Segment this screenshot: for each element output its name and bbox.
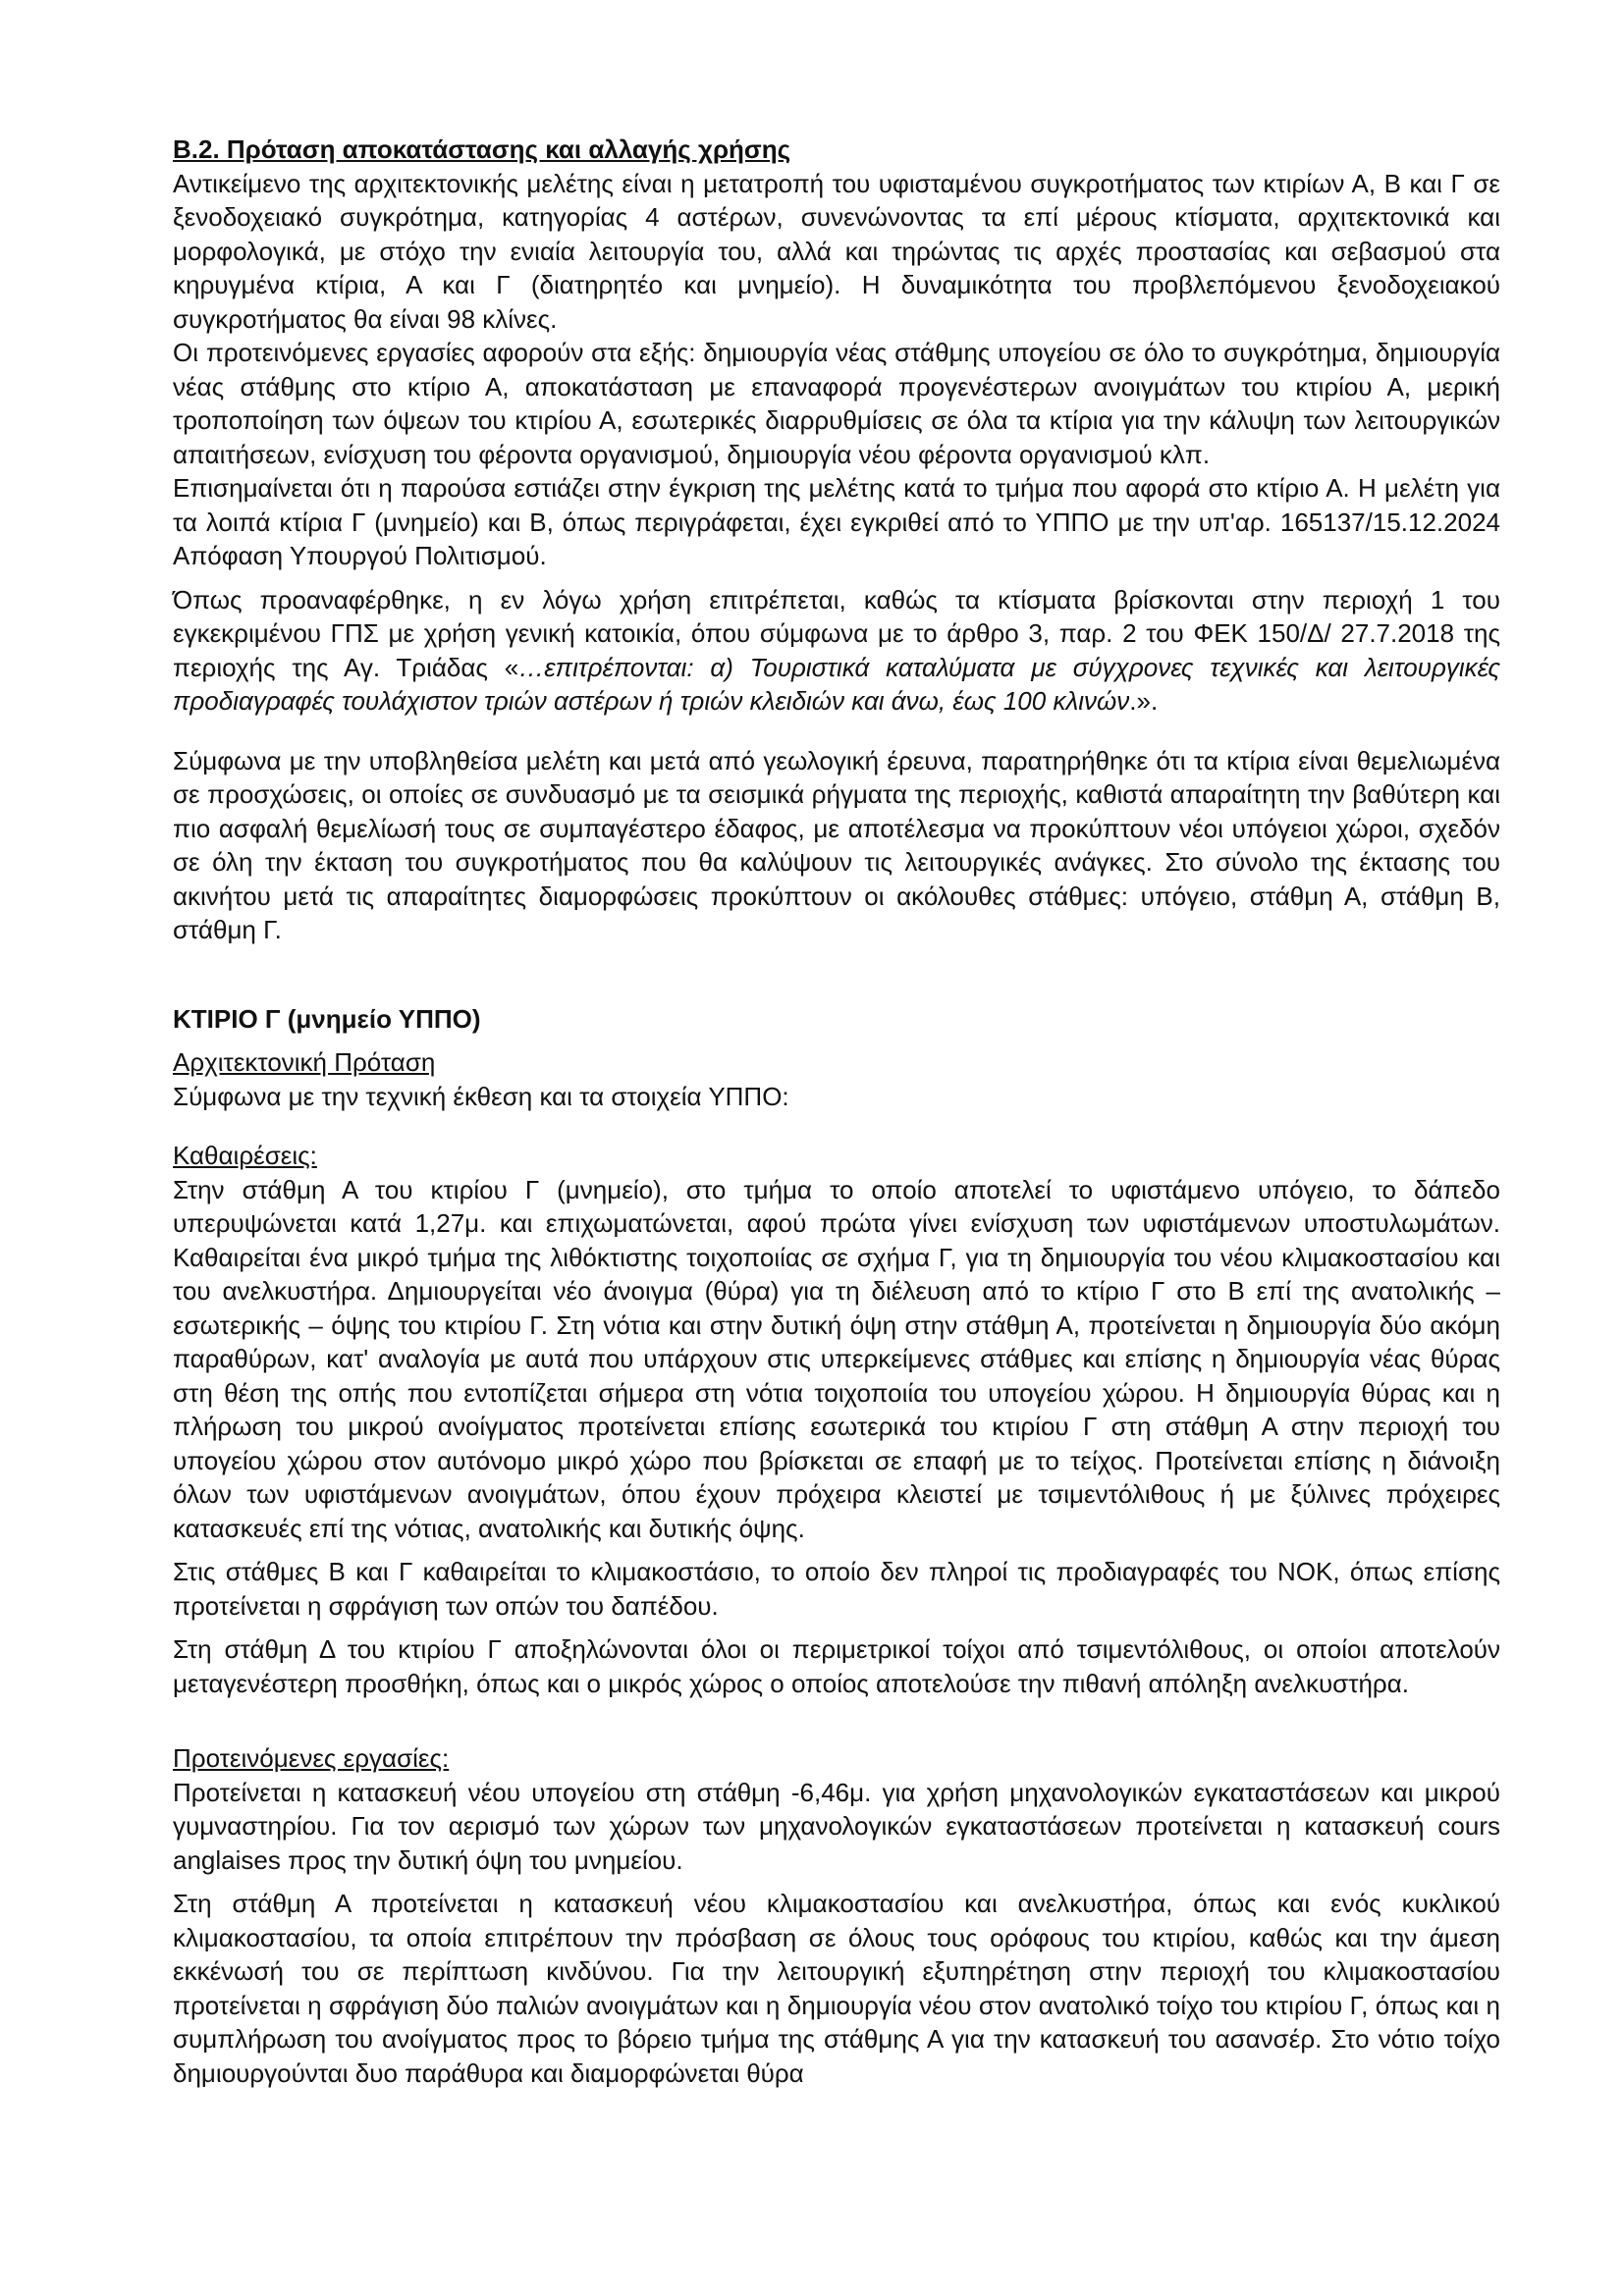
proposed-works-paragraph-2: Στη στάθμη Α προτείνεται η κατασκευή νέου κλιμακοστασίου και ανελκυστήρα, όπως και ενός κυκλικού κλιμακοστασίου, τα οποία επιτρέπουν την πρόσβαση σε όλους τους ορόφους του κτιρίου, καθώς και την άμεση εκκένωσή του σε περίπτωση κινδύνου. Για την λειτουργική εξυπηρέτηση στην περιοχή του κλιμακοστασίου προτείνεται η σφράγιση δύο παλιών ανοιγμάτων και η δημιουργία νέου στον ανατολικό τοίχο του κτιρίου Γ, όπως και η συμπλήρωση του ανοίγματος προς το βόρειο τμήμα της στάθμης Α για την κατασκευή του ασανσέρ. Στο νότιο τοίχο δημιουργούνται δυο παράθυρα και διαμορφώνεται θύρα xyxy=(173,1889,1500,2088)
demolitions-paragraph-1: Στην στάθμη Α του κτιρίου Γ (μνημείο), στο τμήμα το οποίο αποτελεί το υφιστάμενο υπόγειο, το δάπεδο υπερυψώνεται κατά 1,27μ. και επιχωματώνεται, αφού πρώτα γίνει ενίσχυση των υφιστάμενων υποστυλωμάτων. Καθαιρείται ένα μικρό τμήμα της λιθόκτιστης τοιχοποιίας σε σχήμα Γ, για τη δημιουργία του νέου κλιμακοστασίου και του ανελκυστήρα. Δημιουργείται νέο άνοιγμα (θύρα) για τη διέλευση από το κτίριο Γ στο Β επί της ανατολικής – εσωτερικής – όψης του κτιρίου Γ. Στη νότια και στην δυτική όψη στην στάθμη Α, προτείνεται η δημιουργία δύο ακόμη παραθύρων, κατ' αναλογία με αυτά που υπάρχουν στις υπερκείμενες στάθμες και επίσης η δημιουργία νέας θύρας στη θέση της οπής που εντοπίζεται σήμερα στη νότια τοιχοποιία του υπογείου χώρου. Η δημιουργία θύρας και η πλήρωση του μικρού ανοίγματος προτείνεται επίσης εσωτερικά του κτιρίου Γ στη στάθμη Α στην περιοχή του υπογείου χώρου στον αυτόνομο μικρό χώρο που βρίσκεται σε επαφή με το τείχος. Προτείνεται επίσης η διάνοιξη όλων των υφιστάμενων ανοιγμάτων, όπου έχουν πρόχειρα κλειστεί με τσιμεντόλιθους ή με ξύλινες πρόχειρες κατασκευές επί της νότιας, ανατολικής και δυτικής όψης. xyxy=(173,1174,1500,1543)
demolitions-paragraph-2: Στις στάθμες Β και Γ καθαιρείται το κλιμακοστάσιο, το οποίο δεν πληροί τις προδιαγραφές του ΝΟΚ, όπως επίσης προτείνεται η σφράγιση των οπών του δαπέδου. xyxy=(173,1557,1500,1621)
paragraph-b2-5: Σύμφωνα με την υποβληθείσα μελέτη και μετά από γεωλογική έρευνα, παρατηρήθηκε ότι τα κτίρια είναι θεμελιωμένα σε προσχώσεις, οι οποίες σε συνδυασμό με τα σεισμικά ρήγματα της περιοχής, καθιστά απαραίτητη την βαθύτερη και πιο ασφαλή θεμελίωσή τους σε συμπαγέστερο έδαφος, με αποτέλεσμα να προκύπτουν νέοι υπόγειοι χώροι, σχεδόν σε όλη την έκταση του συγκροτήματος που θα καλύψουν τις λειτουργικές ανάγκες. Στο σύνολο της έκτασης του ακινήτου μετά τις απαραίτητες διαμορφώσεις προκύπτουν οι ακόλουθες στάθμες: υπόγειο, στάθμη Α, στάθμη Β, στάθμη Γ. xyxy=(173,745,1500,944)
paragraph-b2-4-quote: …επιτρέπονται: α) Τουριστικά καταλύματα με σύγχρονες τεχνικές και λειτουργικές προδιαγραφές τουλάχιστον τριών αστέρων ή τριών κλειδιών και άνω, έως 100 κλινών xyxy=(173,652,1500,716)
demolitions-heading: Καθαιρέσεις: xyxy=(173,1141,317,1170)
building-g-heading: ΚΤΙΡΙΟ Γ (μνημείο ΥΠΠΟ) xyxy=(173,1003,481,1034)
document-page xyxy=(173,133,1500,2090)
proposed-works-heading: Προτεινόμενες εργασίες: xyxy=(173,1743,450,1773)
proposed-works-paragraph-1: Προτείνεται η κατασκευή νέου υπογείου στη στάθμη -6,46μ. για χρήση μηχανολογικών εγκαταστάσεων και μικρού γυμναστηρίου. Για τον αερισμό των χώρων των μηχανολογικών εγκαταστάσεων προτείνεται η κατασκευή cours anglaises προς την δυτική όψη του μνημείου. xyxy=(173,1777,1500,1875)
paragraph-b2-3: Επισημαίνεται ότι η παρούσα εστιάζει στην έγκριση της μελέτης κατά το τμήμα που αφορά στο κτίριο Α. Η μελέτη για τα λοιπά κτίρια Γ (μνημείο) και Β, όπως περιγράφεται, έχει εγκριθεί από το ΥΠΠΟ με την υπ'αρ. 165137/15.12.2024 Απόφαση Υπουργού Πολιτισμού. xyxy=(173,473,1500,570)
paragraph-b2-2: Οι προτεινόμενες εργασίες αφορούν στα εξής: δημιουργία νέας στάθμης υπογείου σε όλο το συγκρότημα, δημιουργία νέας στάθμης στο κτίριο Α, αποκατάσταση με επαναφορά προγενέστερων ανοιγμάτων του κτιρίου Α, μερική τροποποίηση των όψεων του κτιρίου Α, εσωτερικές διαρρυθμίσεις σε όλα τα κτίρια για την κάλυψη των λειτουργικών απαιτήσεων, ενίσχυση του φέροντα οργανισμού, δημιουργία νέου φέροντα οργανισμού κλπ. xyxy=(173,338,1500,469)
paragraph-b2-4-end: .». xyxy=(1129,686,1159,716)
architectural-proposal-intro: Σύμφωνα με την τεχνική έκθεση και τα στοιχεία ΥΠΠΟ: xyxy=(173,1081,789,1111)
paragraph-b2-4-start: Όπως προαναφέρθηκε, η εν λόγω χρήση επιτρέπεται, καθώς τα κτίσματα βρίσκονται στην περιοχή 1 του εγκεκριμένου ΓΠΣ με χρήση γενική κατοικία, όπου σύμφωνα με το άρθρο 3, παρ. 2 του ΦΕΚ 150/Δ/ 27.7.2018 της περιοχής της Αγ. Τριάδας « xyxy=(173,584,1500,682)
section-heading-b2: Β.2. Πρόταση αποκατάστασης και αλλαγής χρήσης xyxy=(173,134,791,164)
architectural-proposal-heading: Αρχιτεκτονική Πρόταση xyxy=(173,1047,436,1077)
demolitions-paragraph-3: Στη στάθμη Δ του κτιρίου Γ αποξηλώνονται όλοι οι περιμετρικοί τοίχοι από τσιμεντόλιθους, οι οποίοι αποτελούν μεταγενέστερη προσθήκη, όπως και ο μικρός χώρος ο οποίος αποτελούσε την πιθανή απόληξη ανελκυστήρα. xyxy=(173,1634,1500,1698)
paragraph-b2-4 xyxy=(173,583,1500,719)
paragraph-b2-1: Αντικείμενο της αρχιτεκτονικής μελέτης είναι η μετατροπή του υφισταμένου συγκροτήματος των κτιρίων Α, Β και Γ σε ξενοδοχειακό συγκρότημα, κατηγορίας 4 αστέρων, συνενώνοντας τα επί μέρους κτίσματα, αρχιτεκτονικά και μορφολογικά, με στόχο την ενιαία λειτουργία του, αλλά και τηρώντας τις αρχές προστασίας και σεβασμού στα κηρυγμένα κτίρια, Α και Γ (διατηρητέο και μνημείο). Η δυναμικότητα του προβλεπόμενου ξενοδοχειακού συγκροτήματος θα είναι 98 κλίνες. xyxy=(173,168,1500,334)
